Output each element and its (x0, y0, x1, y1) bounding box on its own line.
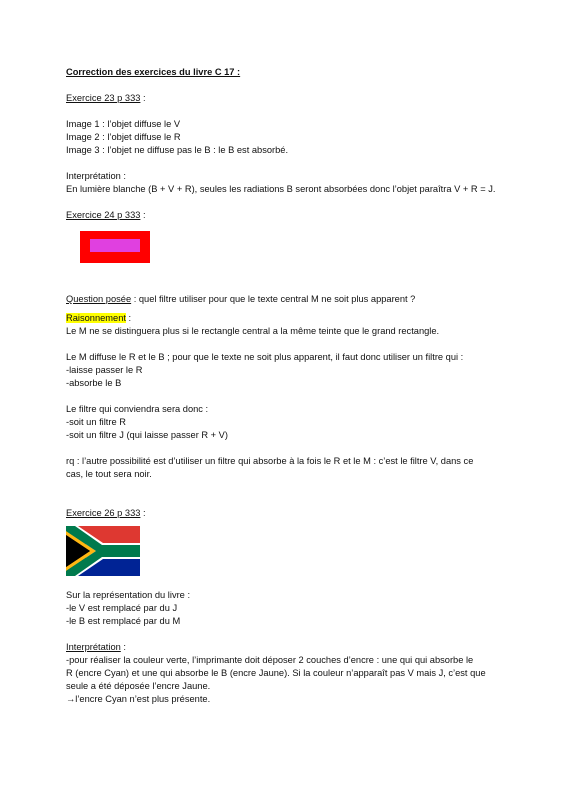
ex26-interp-line-1: -pour réaliser la couleur verte, l’imprimante doit déposer 2 couches d’encre : une qui qui absorbe le (66, 655, 474, 665)
right-arrow-icon: → (66, 694, 76, 704)
south-africa-flag-image (66, 526, 140, 576)
ex23-heading-suffix: : (140, 93, 146, 103)
ex23-line-2: Image 2 : l’objet diffuse le R (66, 132, 181, 142)
ex26-conclusion-line (66, 693, 506, 706)
ex26-book-item-2: -le B est remplacé par du M (66, 616, 181, 626)
ex24-remark-line-2: cas, le tout sera noir. (66, 469, 152, 479)
ex26-heading-suffix: : (140, 508, 146, 518)
ex24-para1-item-2: -absorbe le B (66, 378, 122, 388)
ex24-para2: Le filtre qui conviendra sera donc : (66, 404, 209, 414)
ex23-line-1: Image 1 : l’objet diffuse le V (66, 119, 181, 129)
ex24-reasoning-label: Raisonnement (66, 313, 126, 323)
ex24-question-label: Question posée (66, 294, 132, 304)
ex24-para1: Le M diffuse le R et le B ; pour que le texte ne soit plus apparent, il faut donc utiliser un filtre qui : (66, 352, 464, 362)
ex24-color-figure (80, 231, 150, 263)
ex24-question-text: : quel filtre utiliser pour que le texte central M ne soit plus apparent ? (131, 294, 416, 304)
ex24-reasoning-heading (66, 312, 506, 325)
ex24-para2-item-2: -soit un filtre J (qui laisse passer R + V) (66, 430, 228, 440)
document-page (66, 66, 506, 706)
ex24-heading-line (66, 209, 506, 222)
ex24-reasoning-suffix: : (125, 313, 132, 323)
ex24-central-rectangle (90, 239, 140, 252)
ex23-interp-text: En lumière blanche (B + V + R), seules les radiations B seront absorbées donc l’objet paraîtra V + R = J. (66, 184, 496, 194)
ex24-para1-item-1: -laisse passer le R (66, 365, 143, 375)
ex26-book-item-1: -le V est remplacé par du J (66, 603, 178, 613)
page-title: Correction des exercices du livre C 17 : (66, 67, 241, 77)
ex24-para2-item-1: -soit un filtre R (66, 417, 126, 427)
ex23-interp-label: Interprétation : (66, 171, 126, 181)
ex23-line-3: Image 3 : l’objet ne diffuse pas le B : le B est absorbé. (66, 145, 289, 155)
ex24-remark-line-1: rq : l’autre possibilité est d’utiliser un filtre qui absorbe à la fois le R et le M : c’est le filtre V, dans ce (66, 456, 474, 466)
ex24-reasoning-line: Le M ne se distinguera plus si le rectangle central a la même teinte que le grand rectangle. (66, 326, 440, 336)
ex23-heading-line (66, 92, 506, 105)
ex26-interp-line-3: seule a été déposée l’encre Jaune. (66, 681, 211, 691)
ex24-question (66, 293, 506, 306)
ex26-interp-line-2: R (encre Cyan) et une qui absorbe le B (encre Jaune). Si la couleur n’apparaît pas V mais J, c’est que (66, 668, 486, 678)
ex26-interp-heading (66, 641, 506, 654)
ex24-heading-suffix: : (140, 210, 146, 220)
ex26-book-intro: Sur la représentation du livre : (66, 590, 191, 600)
ex26-interp-suffix: : (120, 642, 126, 652)
ex26-heading: Exercice 26 p 333 (66, 508, 141, 518)
ex23-heading: Exercice 23 p 333 (66, 93, 141, 103)
ex26-interp-label: Interprétation (66, 642, 121, 652)
ex26-conclusion: l’encre Cyan n’est plus présente. (75, 694, 211, 704)
ex26-heading-line (66, 507, 506, 520)
ex24-heading: Exercice 24 p 333 (66, 210, 141, 220)
